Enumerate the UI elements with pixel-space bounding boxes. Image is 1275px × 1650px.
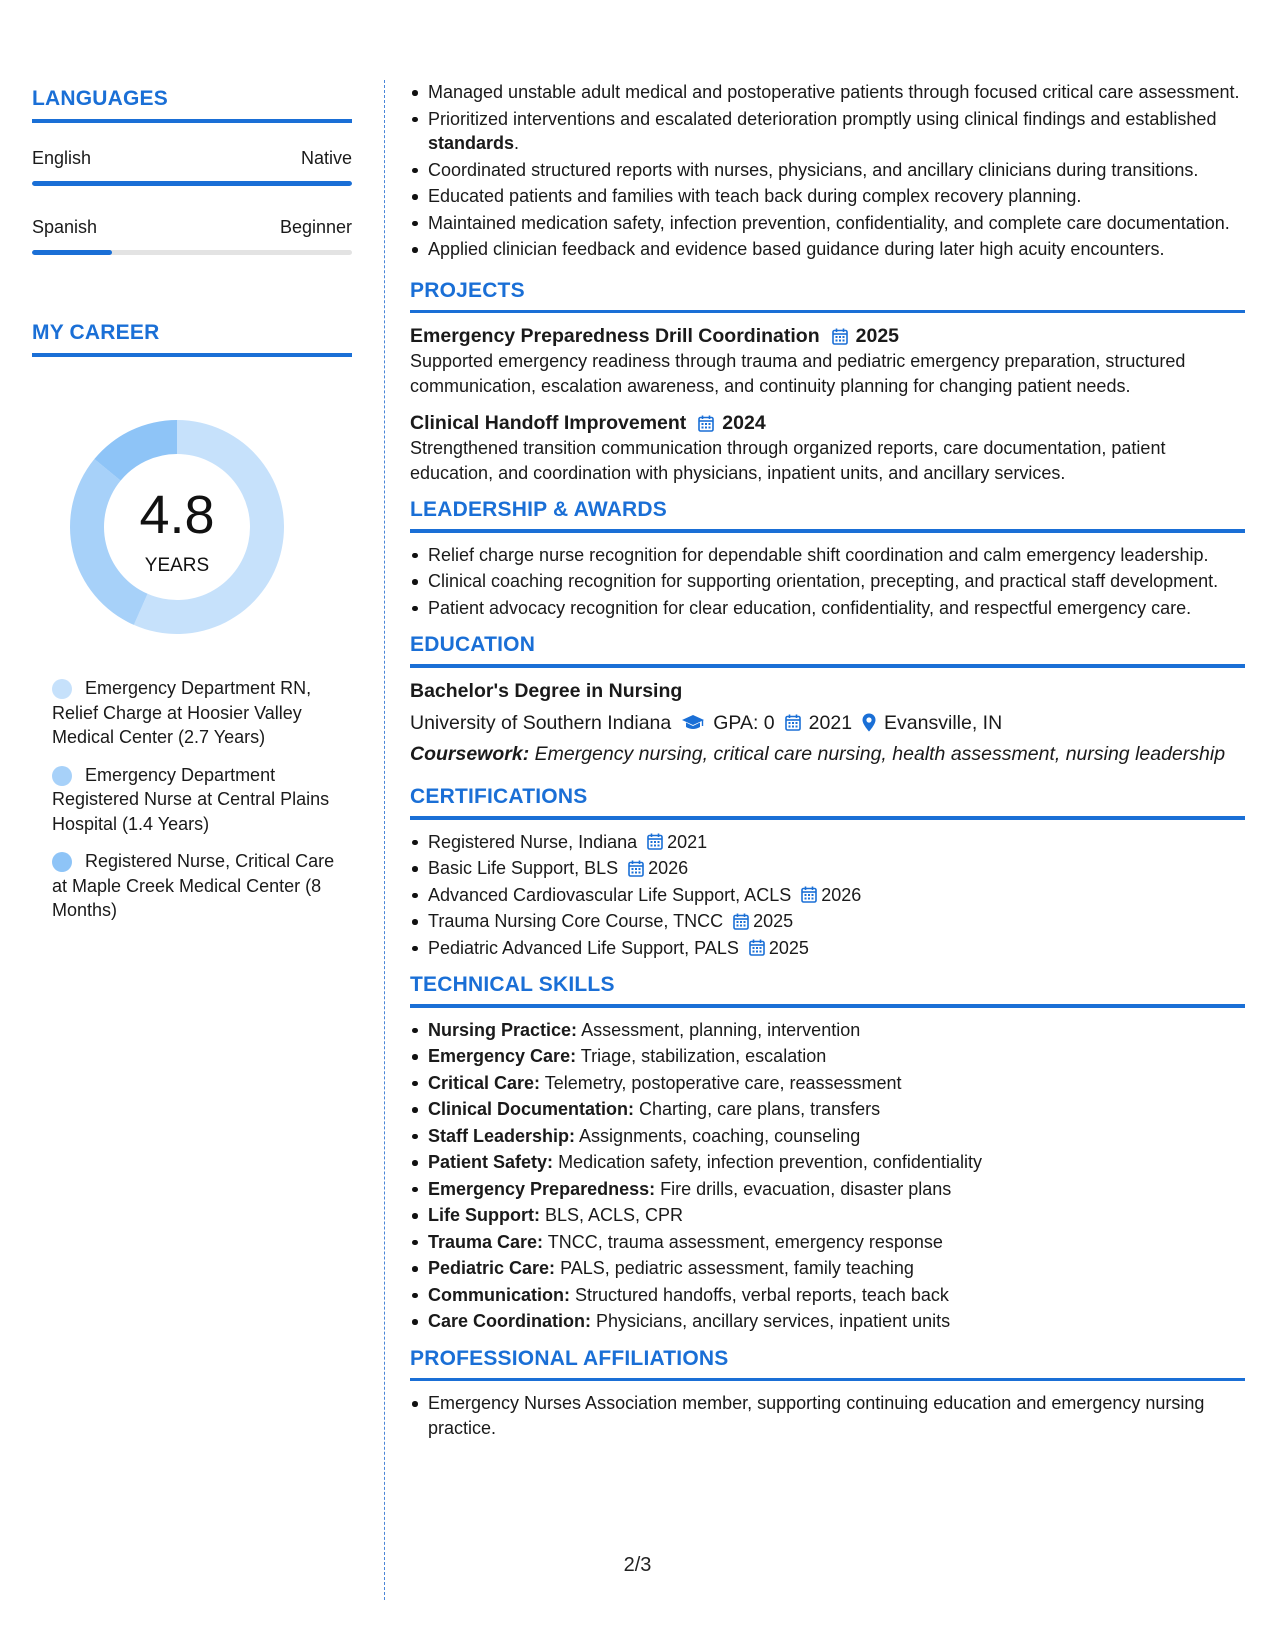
experience-bullet: Maintained medication safety, infection prevention, confidentiality, and complete care documentation. <box>410 211 1245 236</box>
graduation-cap-icon <box>681 714 705 731</box>
skill-item <box>410 1177 1245 1202</box>
language-proficiency-bar <box>32 181 352 186</box>
career-section <box>32 322 352 357</box>
skill-item <box>410 1097 1245 1122</box>
certification-year: 2026 <box>821 884 862 905</box>
certification-name: Basic Life Support, BLS <box>428 858 619 878</box>
section-rule <box>410 1004 1245 1008</box>
experience-bullet: Managed unstable adult medical and postoperative patients through focused critical care assessment. <box>410 80 1245 105</box>
legend-dot <box>52 766 72 786</box>
leadership-item: Patient advocacy recognition for clear education, confidentiality, and respectful emergency care. <box>410 596 1245 621</box>
language-item <box>32 149 352 186</box>
certification-item <box>410 856 1245 881</box>
section-rule <box>410 529 1245 533</box>
certification-item <box>410 883 1245 908</box>
skills-title: TECHNICAL SKILLS <box>410 973 615 996</box>
certifications-list <box>410 830 1245 961</box>
legend-dot <box>52 852 72 872</box>
certification-name: Advanced Cardiovascular Life Support, ACLS <box>428 884 792 905</box>
career-unit: YEARS <box>144 555 210 576</box>
skill-value: PALS, pediatric assessment, family teaching <box>560 1258 914 1278</box>
skill-label: Trauma Care: <box>428 1231 544 1252</box>
certification-year: 2021 <box>667 831 708 852</box>
education-meta <box>410 710 1245 736</box>
skill-label: Emergency Care: <box>428 1046 577 1066</box>
career-donut-chart <box>66 416 288 638</box>
coursework-text: Emergency nursing, critical care nursing, health assessment, nursing leadership <box>534 742 1226 765</box>
section-rule <box>32 119 352 123</box>
section-rule <box>410 816 1245 820</box>
skill-value: Triage, stabilization, escalation <box>580 1046 827 1066</box>
education-section <box>410 634 1245 766</box>
affiliations-section <box>410 1348 1245 1441</box>
skill-value: Assignments, coaching, counseling <box>579 1125 861 1146</box>
calendar-icon <box>628 860 644 877</box>
calendar-icon <box>733 913 749 930</box>
calendar-icon <box>698 415 714 432</box>
column-divider <box>384 80 385 1600</box>
bullet-text: Prioritized interventions and escalated deterioration promptly using clinical findings and established <box>428 108 1217 129</box>
leadership-item: Relief charge nurse recognition for dependable shift coordination and calm emergency leadership. <box>410 543 1245 568</box>
leadership-section <box>410 499 1245 620</box>
language-level: Beginner <box>279 217 352 237</box>
project-description: Strengthened transition communication through organized reports, care documentation, patient education, and coordination with physicians, inpatient units, and ancillary services. <box>410 438 1166 483</box>
career-legend-item <box>52 676 342 750</box>
skill-item <box>410 1071 1245 1096</box>
certification-item <box>410 909 1245 934</box>
certification-year: 2026 <box>648 858 689 878</box>
school-name: University of Southern Indiana <box>410 711 672 734</box>
skill-value: Assessment, planning, intervention <box>581 1019 861 1040</box>
legend-label: Emergency Department Registered Nurse at Central Plains Hospital (1.4 Years) <box>52 764 330 834</box>
experience-bullet: Educated patients and families with teach back during complex recovery planning. <box>410 184 1245 209</box>
experience-bullet: Applied clinician feedback and evidence based guidance during later high acuity encounters. <box>410 237 1245 262</box>
project-header <box>410 410 1245 436</box>
certification-item <box>410 936 1245 961</box>
calendar-icon <box>832 328 848 345</box>
affiliations-title: PROFESSIONAL AFFILIATIONS <box>410 1346 729 1370</box>
certifications-section <box>410 786 1245 960</box>
experience-bullet: Coordinated structured reports with nurses, physicians, and ancillary clinicians during transitions. <box>410 158 1245 183</box>
skill-value: Medication safety, infection prevention, confidentiality <box>558 1152 982 1172</box>
experience-bullets <box>410 80 1245 262</box>
skill-value: Telemetry, postoperative care, reassessment <box>544 1072 902 1093</box>
skill-label: Staff Leadership: <box>428 1125 576 1146</box>
certification-year: 2025 <box>753 911 794 931</box>
section-rule <box>32 353 352 357</box>
skill-label: Emergency Preparedness: <box>428 1178 656 1199</box>
skills-list <box>410 1018 1245 1334</box>
skill-label: Care Coordination: <box>428 1311 592 1331</box>
coursework-label: Coursework: <box>410 742 530 765</box>
location-pin-icon <box>862 713 876 732</box>
skill-label: Critical Care: <box>428 1072 541 1093</box>
certification-year: 2025 <box>768 937 809 958</box>
skill-item <box>410 1124 1245 1149</box>
project-description: Supported emergency readiness through trauma and pediatric emergency preparation, structured communication, escalation awareness, and continuity planning for changing patient needs. <box>410 351 1186 396</box>
calendar-icon <box>785 714 801 731</box>
language-name: English <box>32 148 92 168</box>
section-rule <box>410 1378 1245 1382</box>
project-header <box>410 323 1245 349</box>
page-number: 2/3 <box>623 1554 652 1576</box>
project-name: Clinical Handoff Improvement <box>410 412 687 434</box>
skill-value: Charting, care plans, transfers <box>639 1099 881 1119</box>
skill-value: Physicians, ancillary services, inpatient units <box>596 1311 951 1331</box>
skill-item <box>410 1230 1245 1255</box>
gpa: GPA: 0 <box>713 711 775 734</box>
projects-section <box>410 280 1245 486</box>
coursework <box>410 742 1245 767</box>
section-rule <box>410 310 1245 314</box>
legend-label: Registered Nurse, Critical Care at Maple Creek Medical Center (8 Months) <box>52 851 335 920</box>
career-title: MY CAREER <box>32 321 160 344</box>
skill-item <box>410 1256 1245 1281</box>
skill-item <box>410 1283 1245 1308</box>
career-legend <box>52 676 342 936</box>
languages-title: LANGUAGES <box>32 87 168 110</box>
calendar-icon <box>801 886 817 903</box>
experience-bullet: Prioritized interventions and escalated deterioration promptly using clinical findings and established standards. <box>410 107 1245 156</box>
career-total-years: 4.8 <box>139 485 215 545</box>
projects-title: PROJECTS <box>410 278 525 302</box>
career-legend-item <box>52 849 342 923</box>
certification-name: Registered Nurse, Indiana <box>428 831 638 852</box>
skills-section <box>410 974 1245 1334</box>
leadership-item: Clinical coaching recognition for supporting orientation, precepting, and practical staff development. <box>410 569 1245 594</box>
education-title: EDUCATION <box>410 633 536 656</box>
skill-label: Communication: <box>428 1284 570 1305</box>
calendar-icon <box>749 939 765 956</box>
skill-item <box>410 1309 1245 1334</box>
language-item <box>32 218 352 255</box>
skill-item <box>410 1044 1245 1069</box>
skill-value: Fire drills, evacuation, disaster plans <box>660 1178 952 1199</box>
certification-item <box>410 830 1245 855</box>
skill-label: Pediatric Care: <box>428 1258 556 1278</box>
school-location: Evansville, IN <box>884 711 1003 734</box>
legend-dot <box>52 679 72 699</box>
leadership-title: LEADERSHIP & AWARDS <box>410 498 667 521</box>
left-column <box>32 87 352 920</box>
language-proficiency-bar <box>32 250 352 255</box>
skill-value: TNCC, trauma assessment, emergency response <box>547 1231 943 1252</box>
language-name: Spanish <box>32 217 98 237</box>
skill-item <box>410 1203 1245 1228</box>
career-legend-item <box>52 763 342 837</box>
project-year: 2024 <box>722 412 766 434</box>
legend-label: Emergency Department RN, Relief Charge at Hoosier Valley Medical Center (2.7 Years) <box>52 678 312 747</box>
degree-name: Bachelor's Degree in Nursing <box>410 679 683 702</box>
certifications-title: CERTIFICATIONS <box>410 785 588 808</box>
certification-name: Pediatric Advanced Life Support, PALS <box>428 937 739 958</box>
certification-name: Trauma Nursing Core Course, TNCC <box>428 911 724 931</box>
skill-label: Life Support: <box>428 1205 540 1225</box>
right-column <box>410 80 1245 1442</box>
skill-item <box>410 1150 1245 1175</box>
section-rule <box>410 664 1245 668</box>
language-proficiency-fill <box>32 181 352 186</box>
affiliations-list <box>410 1391 1245 1440</box>
skill-item <box>410 1018 1245 1043</box>
languages-section <box>32 88 352 255</box>
skill-label: Nursing Practice: <box>428 1019 578 1040</box>
language-proficiency-fill <box>32 250 112 255</box>
leadership-list <box>410 543 1245 621</box>
project-year: 2025 <box>855 325 900 347</box>
calendar-icon <box>647 833 663 850</box>
skill-label: Patient Safety: <box>428 1152 554 1172</box>
skill-label: Clinical Documentation: <box>428 1099 635 1119</box>
language-level: Native <box>300 148 352 168</box>
affiliation-item: Emergency Nurses Association member, supporting continuing education and emergency nursing practice. <box>410 1391 1245 1440</box>
skill-value: BLS, ACLS, CPR <box>545 1205 684 1225</box>
bullet-bold-text: standards <box>428 133 515 153</box>
graduation-year: 2021 <box>808 711 853 734</box>
skill-value: Structured handoffs, verbal reports, teach back <box>575 1284 949 1305</box>
project-name: Emergency Preparedness Drill Coordination <box>410 325 820 347</box>
